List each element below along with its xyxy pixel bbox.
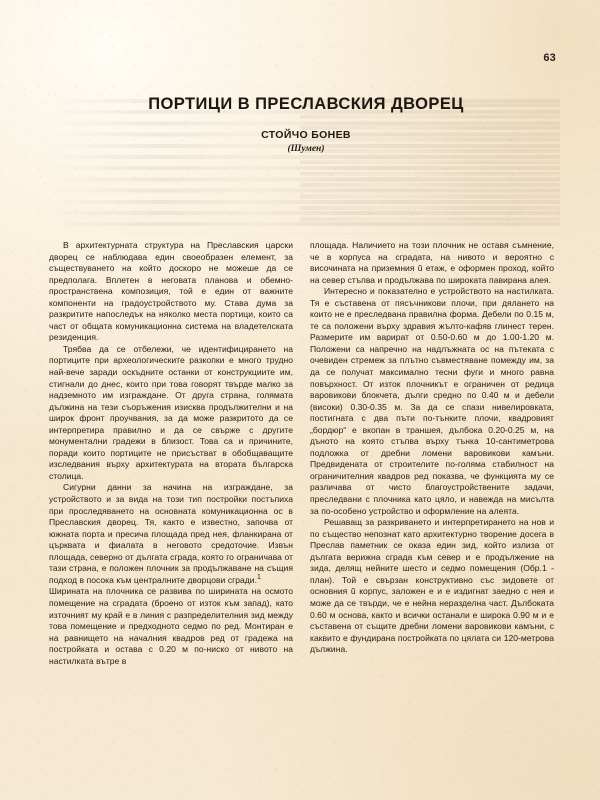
paragraph: Ширината на плочника се развива по ширината на осмото помещение на сградата (броено от изток към запад), като източният му край е в линия с разпределителния зид между това помещение и предходното седмо по ред. Монтиран е на равнището на началния квадров ред от градежа на постройката и остава с 0.20 м по-ниско от нивото на настилката вътре в [49,586,293,666]
paragraph: Решаващ за разкриването и интерпретирането на нов и по същество непознат като архитектурно творение досега в Преслав паметник се оказа един зид, който излиза от дългата верижна сграда към север и е продължение на зида, делящ нейните шесто и седмо помещения (Обр.1 - план). Той е свързан конструктивно със зидовете от основния ŭ корпус, заложен е и е издигнат заедно с нея и може да се твърди, че е нейна неразделна част. Дълбоката 0.60 м основа, както и всички останали е широка 0.90 м и е съставена от същите дребни ломени варовикови камъни, с каквито е фундирана постройката по цялата си 120-метрова дължина. [310,517,554,655]
paragraph: площада. Наличието на този плочник не оставя съмнение, че в корпуса на сградата, на нивото и вероятно с височината на приземния ŭ етаж, е оформен проход, който на север стъпва и продължава по широката павирана алея. [310,240,554,285]
author-city: (Шумен) [287,144,325,154]
page-number: 63 [543,52,556,64]
column-left [49,240,293,667]
page-title: ПОРТИЦИ В ПРЕСЛАВСКИЯ ДВОРЕЦ [148,95,464,114]
byline [0,129,600,154]
footnote-marker: 1 [257,574,261,582]
column-right [310,240,554,667]
bleedthrough-ghost-text-right [300,100,560,228]
paragraph-text: Сигурни данни за начина на изграждане, за устройството и за вида на този тип постройки постъпиха при проследяването на основната комуникационна ос в Преславския дворец. Тя, както е известно, започва от южната порта и пресича площада пред нея, фланкирана от църквата и фиалата в неговото средоточие. Извън площада, северно от дългата сграда, която го ограничава от тази страна, е положен плочник за продължаване на същия подход в посока към централните дворцови сгради. [49,482,293,585]
paragraph: Интересно и показателно е устройството на настилката. Тя е съставена от пясъчникови плочи, при дялането на които не е преследвана правилна форма. Дебели по 0.15 м, те са положени върху здравия жълто-кафяв глинест терен. Размерите им варират от 0.50-0.60 м до 1.00-1.20 м. Положени са напречно на надлъжната ос на пътеката с очевиден стремеж за плътно съвместяване помежду им, за да се получат максимално тесни фуги и много равна повърхност. От изток плочникът е ограничен от редица варовикови блокчета, дълги средно по 0.40 м и дебели (високи) 0.30-0.35 м. За да се спази нивелировката, постигната с два пъти по-тънките плочи, квадровият „бордюр“ е вкопан в траншея, дълбока 0.20-0.25 м, на дъното на която стъпва върху тънка 10-сантиметрова подложка от дребни ломени варовикови камъни. Предвидената от строителите по-голяма стабилност на ограничителния квадров ред показва, че функцията му се различава от чисто благоустройствените задачи, преследвани с плочника като цяло, и навежда на мисълта за по-особено устройство и оформление на алеята. [310,286,554,516]
paragraph [49,482,293,586]
article-body [49,240,554,667]
paragraph: Трябва да се отбележи, че идентифицирането на портиците при археологическите разкопки е много трудно най-вече заради оскъдните останки от конструкциите им, стигнали до днес, които при това говорят твърде малко за надземното им изграждане. От друга страна, голямата дължина на тези съоръжения изисква продължителни и на широк фронт проучвания, за да може разкритото да се интерпретира правилно и да се свърже с другите монументални градежи в близост. Това са и причините, поради които портиците не присъстват в обобщаващите изследвания върху архитектурата на втората българска столица. [49,343,293,481]
author-name: СТОЙЧО БОНЕВ [261,129,351,141]
paragraph: В архитектурната структура на Преславския царски дворец се наблюдава един своеобразен елемент, за съществуването на който доскоро не можеше да се предполага. Вплетен в неговата планова и обемно-пространствена композиция, той е един от важните компоненти на градоустройството му. Става дума за разкритите напоследък на няколко места портици, които са част от общата комуникационна система на владетелската резиденция. [49,240,293,343]
bleedthrough-ghost-text-left [48,96,560,234]
